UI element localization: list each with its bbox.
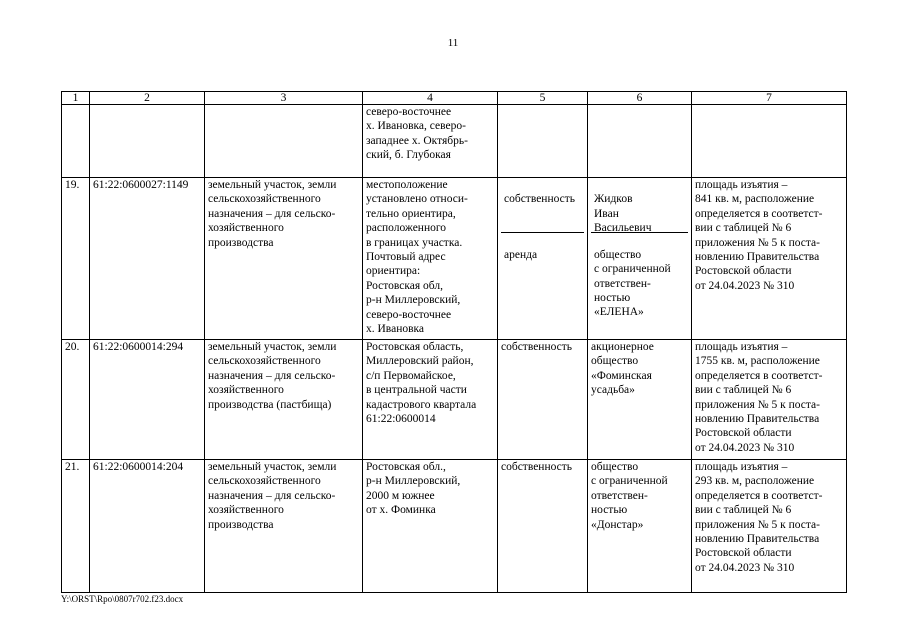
right-type-lease: аренда xyxy=(504,248,538,261)
location-description: местоположение установлено относи- тельно ориентира, расположенного в границах участка. Почтовый адрес ориентира: Ростовская обл, р-н Миллеровский, северо-восточнее х. Ивановка xyxy=(363,178,498,340)
seizure-note: площадь изъятия – 1755 кв. м, расположение определяется в соответст- вии с таблицей № 6 приложения № 5 к поста- новлению Правительства Ростовской области от 24.04.2023 № 310 xyxy=(692,340,847,460)
continuation-row xyxy=(62,105,847,178)
cadastral-number: 61:22:0600014:294 xyxy=(90,340,205,460)
right-holder-lessee: общество с ограниченной ответствен- ностью «ЕЛЕНА» xyxy=(594,248,671,319)
cell-right xyxy=(498,105,588,178)
location-description: Ростовская область, Миллеровский район, с/п Первомайское, в центральной части кадастрового квартала 61:22:0600014 xyxy=(363,340,498,460)
table-row xyxy=(62,178,847,340)
right-type: собственность xyxy=(498,340,588,460)
column-header-7: 7 xyxy=(692,92,847,105)
column-header-4: 4 xyxy=(363,92,498,105)
cell-holder xyxy=(588,105,692,178)
column-header-6: 6 xyxy=(588,92,692,105)
right-type-cell xyxy=(498,178,588,340)
right-type-ownership: собственность xyxy=(501,192,584,233)
seizure-note: площадь изъятия – 841 кв. м, расположение определяется в соответст- вии с таблицей № 6 приложения № 5 к поста- новлению Правительства Ростовской области от 24.04.2023 № 310 xyxy=(692,178,847,340)
location-description: Ростовская обл., р-н Миллеровский, 2000 м южнее от х. Фоминка xyxy=(363,460,498,593)
column-header-1: 1 xyxy=(62,92,90,105)
row-number: 20. xyxy=(62,340,90,460)
right-holder-cell xyxy=(588,178,692,340)
cell-num xyxy=(62,105,90,178)
column-number-row xyxy=(62,92,847,105)
table-row xyxy=(62,460,847,593)
column-header-2: 2 xyxy=(90,92,205,105)
cell-object xyxy=(205,105,363,178)
object-description: земельный участок, земли сельскохозяйственного назначения – для сельско- хозяйственного производства xyxy=(205,178,363,340)
right-holder: акционерное общество «Фоминская усадьба» xyxy=(588,340,692,460)
cadastral-number: 61:22:0600027:1149 xyxy=(90,178,205,340)
right-holder: общество с ограниченной ответствен- ностью «Донстар» xyxy=(588,460,692,593)
land-plots-table xyxy=(61,91,847,593)
table-row xyxy=(62,340,847,460)
cadastral-number: 61:22:0600014:204 xyxy=(90,460,205,593)
object-description: земельный участок, земли сельскохозяйственного назначения – для сельско- хозяйственного производства xyxy=(205,460,363,593)
cell-note xyxy=(692,105,847,178)
row-number: 21. xyxy=(62,460,90,593)
cell-cadastral xyxy=(90,105,205,178)
object-description: земельный участок, земли сельскохозяйственного назначения – для сельско- хозяйственного производства (пастбища) xyxy=(205,340,363,460)
right-type: собственность xyxy=(498,460,588,593)
cell-location: северо-восточнее х. Ивановка, северо- западнее х. Октябрь- ский, б. Глубокая xyxy=(363,105,498,178)
column-header-3: 3 xyxy=(205,92,363,105)
file-path-footer: Y:\ORST\Rpo\0807r702.f23.docx xyxy=(61,594,184,604)
seizure-note: площадь изъятия – 293 кв. м, расположение определяется в соответст- вии с таблицей № 6 приложения № 5 к поста- новлению Правительства Ростовской области от 24.04.2023 № 310 xyxy=(692,460,847,593)
right-holder-owner: Жидков Иван Васильевич xyxy=(591,192,688,233)
row-number: 19. xyxy=(62,178,90,340)
column-header-5: 5 xyxy=(498,92,588,105)
page-number: 11 xyxy=(447,37,459,49)
